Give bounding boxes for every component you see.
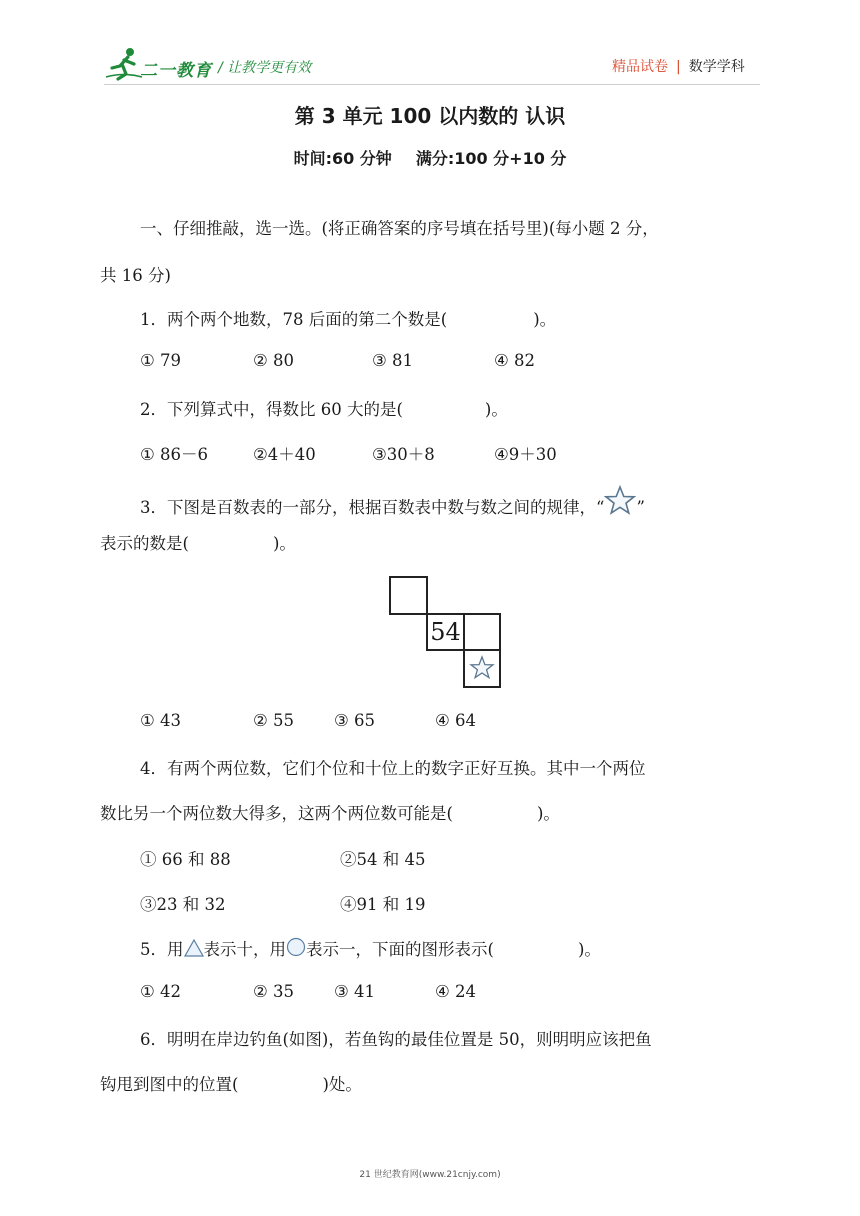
question-4-text: 数比另一个两位数大得多，这两个两位数可能是( <box>100 804 453 823</box>
header-separator: | <box>676 59 681 75</box>
star-icon <box>604 485 636 515</box>
page-subtitle <box>0 146 860 169</box>
q4-option-4: ④91 和 19 <box>340 895 426 914</box>
page-title: 第 3 单元 100 以内数的 认识 <box>294 104 566 128</box>
exam-score: 满分:100 分+10 分 <box>415 149 567 168</box>
question-5-text-3: 表示一，下面的图形表示( <box>306 940 494 959</box>
q4-option-1: ① 66 和 88 <box>140 850 231 869</box>
q5-option-1: ① 42 <box>140 982 182 1001</box>
question-4-cont <box>100 800 560 824</box>
q1-option-4: ④ 82 <box>494 351 536 370</box>
question-2-text: 2．下列算式中，得数比 60 大的是( <box>140 400 403 419</box>
question-2 <box>140 396 508 420</box>
q5-option-2: ② 35 <box>253 982 295 1001</box>
q2-option-3: ③30＋8 <box>372 445 435 464</box>
question-3 <box>140 485 645 518</box>
section-heading: 一、仔细推敲，选一选。(将正确答案的序号填在括号里)(每小题 2 分， <box>140 219 659 238</box>
q3-option-2: ② 55 <box>253 711 295 730</box>
question-5-end: )。 <box>577 940 601 959</box>
question-2-end: )。 <box>484 400 508 419</box>
question-6-end: )处。 <box>322 1075 362 1094</box>
question-3-quote: ” <box>636 498 645 517</box>
q2-option-4: ④9＋30 <box>494 445 557 464</box>
q1-option-1: ① 79 <box>140 351 182 370</box>
page-footer: 21 世纪教育网(www.21cnjy.com) <box>359 1170 501 1180</box>
grid-cell-54: 54 <box>426 613 465 651</box>
q2-option-2: ②4＋40 <box>253 445 316 464</box>
q1-option-2: ② 80 <box>253 351 295 370</box>
brand-slogan: / 让教学更有效 <box>218 60 312 76</box>
question-6-cont <box>100 1071 362 1095</box>
section-heading-cont: 共 16 分) <box>100 266 171 285</box>
brand-name: 二一教育 <box>140 61 212 81</box>
triangle-icon <box>184 939 204 957</box>
runner-logo-icon <box>104 46 144 82</box>
q3-option-3: ③ 65 <box>334 711 376 730</box>
question-3-end: )。 <box>272 534 296 553</box>
star-icon <box>465 651 499 686</box>
grid-cell-star <box>463 649 501 688</box>
question-3-text-2: 表示的数是( <box>100 534 189 553</box>
q5-option-4: ④ 24 <box>435 982 477 1001</box>
header-subject: 数学学科 <box>688 59 745 75</box>
q1-option-3: ③ 81 <box>372 351 414 370</box>
question-3-cont <box>100 530 296 554</box>
q2-option-1: ① 86－6 <box>140 445 209 464</box>
question-1-end: )。 <box>533 310 557 329</box>
question-3-text: 3．下图是百数表的一部分，根据百数表中数与数之间的规律，“ <box>140 498 605 517</box>
grid-cell-empty <box>463 613 501 651</box>
q4-option-2: ②54 和 45 <box>340 850 426 869</box>
question-6-text: 钩甩到图中的位置( <box>100 1075 239 1094</box>
question-1-text: 1．两个两个地数，78 后面的第二个数是( <box>140 310 448 329</box>
header-tag: 精品试卷 <box>612 59 668 75</box>
question-1 <box>140 306 556 330</box>
q3-option-4: ④ 64 <box>435 711 477 730</box>
question-6: 6．明明在岸边钓鱼(如图)，若鱼钩的最佳位置是 50，则明明应该把鱼 <box>140 1030 652 1049</box>
question-5 <box>140 936 601 960</box>
q5-option-3: ③ 41 <box>334 982 376 1001</box>
header-divider <box>104 84 760 85</box>
header-right <box>612 56 745 76</box>
grid-cell-empty <box>389 576 428 615</box>
exam-time: 时间:60 分钟 <box>293 149 392 168</box>
q3-option-1: ① 43 <box>140 711 182 730</box>
question-4-end: )。 <box>536 804 560 823</box>
question-5-text: 5．用 <box>140 940 184 959</box>
question-4: 4．有两个两位数，它们个位和十位上的数字正好互换。其中一个两位 <box>140 759 646 778</box>
q4-option-3: ③23 和 32 <box>140 895 226 914</box>
circle-icon <box>286 937 306 957</box>
question-5-text-2: 表示十，用 <box>203 940 286 959</box>
